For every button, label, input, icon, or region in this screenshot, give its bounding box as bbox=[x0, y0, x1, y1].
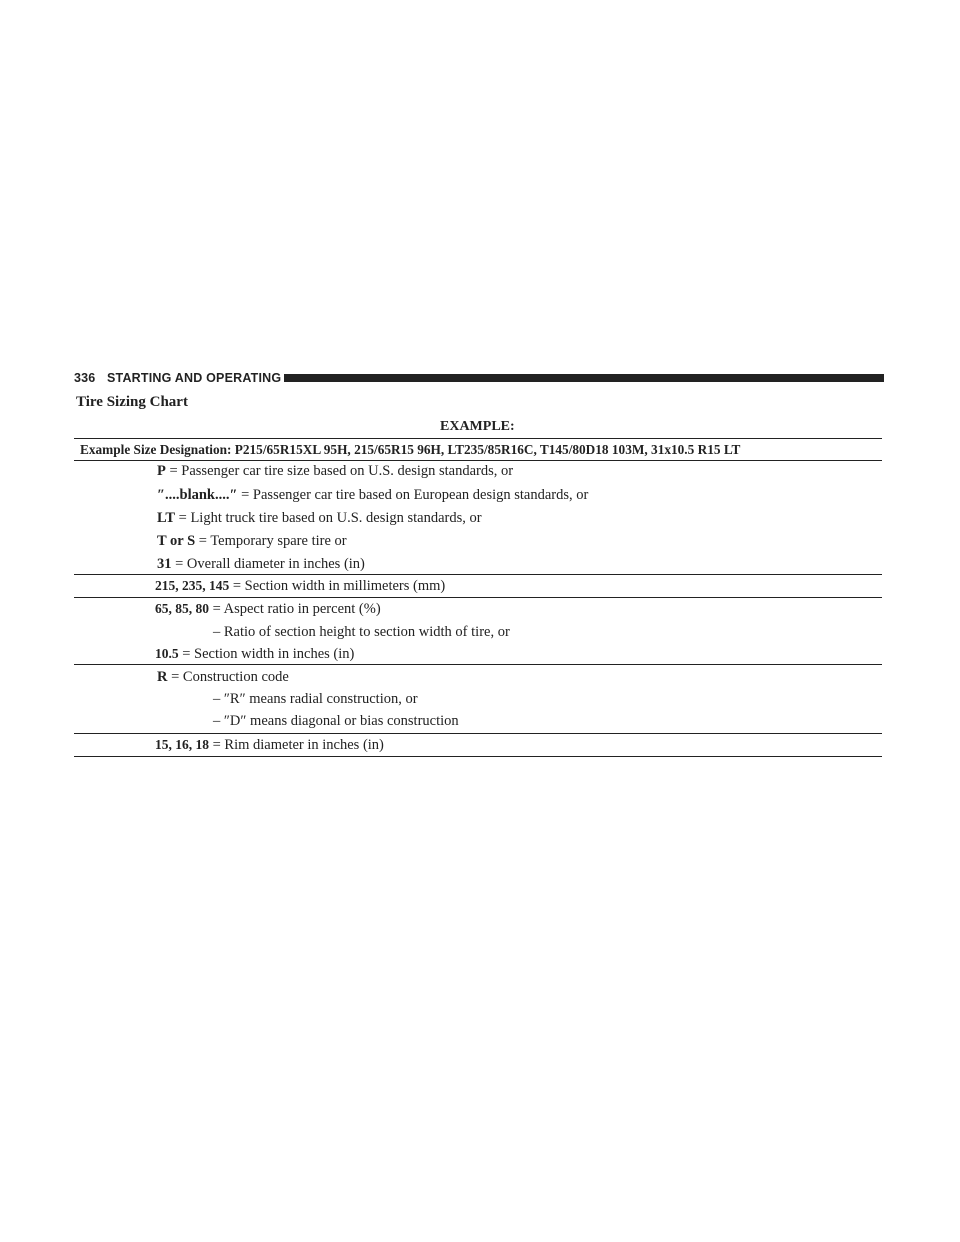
page-header bbox=[74, 371, 884, 385]
header-bar bbox=[284, 374, 884, 382]
row-desc: = Light truck tire based on U.S. design standards, or bbox=[175, 510, 482, 526]
table-row bbox=[213, 690, 418, 708]
row-desc: = Passenger car tire size based on U.S. design standards, or bbox=[165, 463, 514, 479]
row-desc: = Construction code bbox=[167, 669, 289, 685]
row-desc: = Aspect ratio in percent (%) bbox=[209, 601, 381, 617]
row-desc: = Rim diameter in inches (in) bbox=[209, 737, 384, 753]
table-row bbox=[157, 532, 347, 550]
section-title: STARTING AND OPERATING bbox=[107, 371, 282, 385]
table-row bbox=[157, 555, 365, 573]
row-desc: = Section width in millimeters (mm) bbox=[229, 578, 446, 594]
row-code: 31 bbox=[157, 556, 172, 572]
row-desc: – ″R″ means radial construction, or bbox=[213, 691, 418, 707]
table-row bbox=[157, 462, 513, 480]
table-row bbox=[157, 486, 588, 504]
row-desc: = Temporary spare tire or bbox=[195, 533, 347, 549]
table-row bbox=[155, 600, 381, 618]
row-code: ″....blank....″ bbox=[157, 487, 238, 503]
row-code: 10.5 bbox=[155, 646, 179, 661]
table-rule-bottom bbox=[74, 756, 882, 757]
table-row bbox=[155, 577, 445, 595]
table-rule bbox=[74, 733, 882, 734]
table-row bbox=[155, 736, 384, 754]
row-code: P bbox=[157, 463, 166, 479]
row-code: T or S bbox=[157, 533, 196, 549]
table-row bbox=[213, 712, 459, 730]
table-rule bbox=[74, 460, 882, 461]
row-desc: – ″D″ means diagonal or bias construction bbox=[213, 713, 459, 729]
table-row bbox=[157, 668, 289, 686]
table-row bbox=[157, 509, 482, 527]
chart-heading: Tire Sizing Chart bbox=[76, 394, 188, 410]
row-desc: = Passenger car tire based on European design standards, or bbox=[237, 487, 589, 503]
row-code: R bbox=[157, 669, 168, 685]
table-rule bbox=[74, 574, 882, 575]
row-desc: – Ratio of section height to section width of tire, or bbox=[213, 624, 510, 640]
example-label: EXAMPLE: bbox=[440, 419, 515, 434]
row-code: LT bbox=[157, 510, 176, 526]
row-code: 65, 85, 80 bbox=[155, 601, 209, 616]
table-rule bbox=[74, 664, 882, 665]
table-rule-top bbox=[74, 438, 882, 439]
table-row bbox=[213, 623, 510, 641]
row-code: 215, 235, 145 bbox=[155, 578, 230, 593]
row-code: 15, 16, 18 bbox=[155, 737, 209, 752]
table-row bbox=[155, 645, 354, 663]
row-desc: = Overall diameter in inches (in) bbox=[171, 556, 365, 572]
size-designation: Example Size Designation: P215/65R15XL 95H, 215/65R15 96H, LT235/85R16C, T145/80D18 103M, 31x10.5 R15 LT bbox=[80, 442, 741, 457]
page-number: 336 bbox=[74, 371, 96, 385]
row-desc: = Section width in inches (in) bbox=[178, 646, 355, 662]
table-rule bbox=[74, 597, 882, 598]
